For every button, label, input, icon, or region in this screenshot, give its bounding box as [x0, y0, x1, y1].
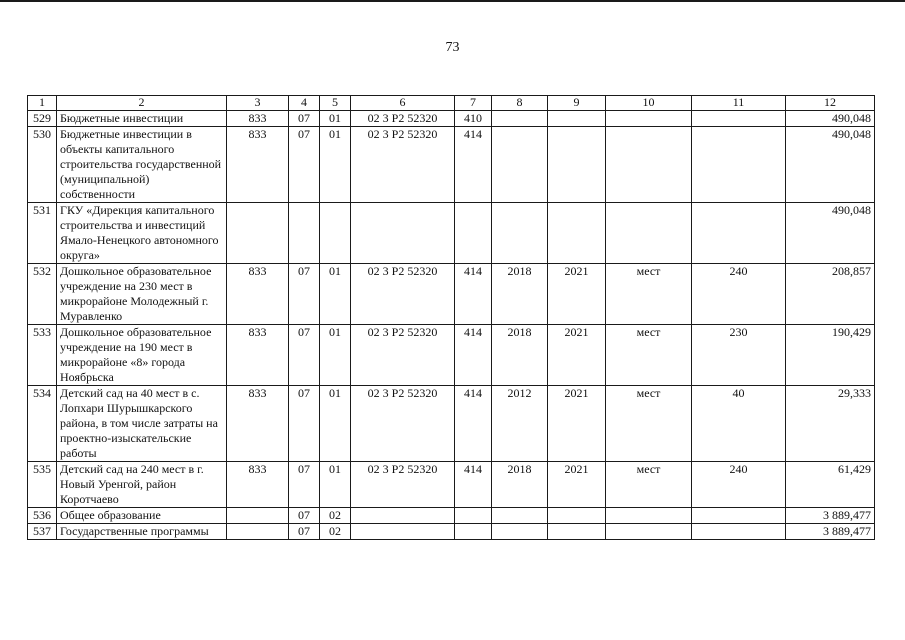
top-rule — [0, 0, 905, 2]
row-name: Общее образование — [57, 508, 227, 524]
cell-col6: 02 3 P2 52320 — [351, 111, 455, 127]
row-name: Бюджетные инвестиции в объекты капитального строительства государственной (муниципальной) собственности — [57, 127, 227, 203]
row-name: ГКУ «Дирекция капитального строительства и инвестиций Ямало-Ненецкого автономного округа» — [57, 203, 227, 264]
row-number: 537 — [28, 524, 57, 540]
cell-col4: 07 — [289, 524, 320, 540]
cell-col7: 414 — [455, 462, 492, 508]
row-name: Государственные программы — [57, 524, 227, 540]
cell-col10 — [606, 508, 692, 524]
cell-col11: 40 — [692, 386, 786, 462]
row-number: 534 — [28, 386, 57, 462]
column-header: 10 — [606, 96, 692, 111]
cell-col10 — [606, 524, 692, 540]
cell-col6 — [351, 203, 455, 264]
cell-col12: 3 889,477 — [786, 524, 875, 540]
cell-col11: 230 — [692, 325, 786, 386]
table-row — [28, 127, 875, 203]
column-header: 6 — [351, 96, 455, 111]
cell-col3: 833 — [227, 325, 289, 386]
cell-col7: 414 — [455, 386, 492, 462]
column-header: 2 — [57, 96, 227, 111]
cell-col5: 01 — [320, 264, 351, 325]
cell-col5: 01 — [320, 462, 351, 508]
cell-col9: 2021 — [548, 386, 606, 462]
cell-col10 — [606, 203, 692, 264]
row-number: 531 — [28, 203, 57, 264]
cell-col8 — [492, 127, 548, 203]
cell-col9 — [548, 508, 606, 524]
cell-col3: 833 — [227, 111, 289, 127]
cell-col8: 2018 — [492, 325, 548, 386]
cell-col5 — [320, 203, 351, 264]
row-number: 536 — [28, 508, 57, 524]
cell-col4: 07 — [289, 264, 320, 325]
cell-col4 — [289, 203, 320, 264]
cell-col8: 2018 — [492, 462, 548, 508]
cell-col3: 833 — [227, 264, 289, 325]
cell-col8 — [492, 508, 548, 524]
cell-col6: 02 3 P2 52320 — [351, 127, 455, 203]
cell-col8: 2012 — [492, 386, 548, 462]
cell-col12: 190,429 — [786, 325, 875, 386]
cell-col3: 833 — [227, 127, 289, 203]
cell-col9: 2021 — [548, 325, 606, 386]
row-name: Бюджетные инвестиции — [57, 111, 227, 127]
cell-col5: 02 — [320, 524, 351, 540]
row-number: 533 — [28, 325, 57, 386]
cell-col5: 01 — [320, 111, 351, 127]
cell-col7: 410 — [455, 111, 492, 127]
cell-col3: 833 — [227, 386, 289, 462]
table-row — [28, 203, 875, 264]
table-row — [28, 524, 875, 540]
cell-col12: 490,048 — [786, 203, 875, 264]
row-name: Детский сад на 40 мест в с. Лопхари Шурышкарского района, в том числе затраты на проектно-изыскательские работы — [57, 386, 227, 462]
table-row — [28, 508, 875, 524]
column-header: 7 — [455, 96, 492, 111]
cell-col7: 414 — [455, 127, 492, 203]
cell-col5: 01 — [320, 127, 351, 203]
cell-col11 — [692, 524, 786, 540]
cell-col4: 07 — [289, 462, 320, 508]
header-row — [28, 96, 875, 111]
table-row — [28, 264, 875, 325]
column-header: 9 — [548, 96, 606, 111]
cell-col6 — [351, 508, 455, 524]
cell-col9 — [548, 203, 606, 264]
cell-col12: 208,857 — [786, 264, 875, 325]
cell-col6: 02 3 P2 52320 — [351, 264, 455, 325]
cell-col4: 07 — [289, 111, 320, 127]
cell-col10: мест — [606, 264, 692, 325]
column-header: 12 — [786, 96, 875, 111]
table-row — [28, 325, 875, 386]
cell-col10 — [606, 127, 692, 203]
cell-col10: мест — [606, 325, 692, 386]
table-row — [28, 111, 875, 127]
column-header: 11 — [692, 96, 786, 111]
cell-col11 — [692, 508, 786, 524]
cell-col7 — [455, 203, 492, 264]
cell-col12: 3 889,477 — [786, 508, 875, 524]
row-name: Детский сад на 240 мест в г. Новый Уренгой, район Коротчаево — [57, 462, 227, 508]
column-header: 4 — [289, 96, 320, 111]
cell-col9: 2021 — [548, 462, 606, 508]
table-row — [28, 386, 875, 462]
cell-col11: 240 — [692, 462, 786, 508]
cell-col12: 490,048 — [786, 127, 875, 203]
cell-col4: 07 — [289, 386, 320, 462]
column-header: 1 — [28, 96, 57, 111]
cell-col6: 02 3 P2 52320 — [351, 386, 455, 462]
cell-col7: 414 — [455, 264, 492, 325]
column-header: 3 — [227, 96, 289, 111]
cell-col5: 01 — [320, 325, 351, 386]
row-name: Дошкольное образовательное учреждение на 190 мест в микрорайоне «8» города Ноябрьска — [57, 325, 227, 386]
cell-col11 — [692, 203, 786, 264]
column-header: 8 — [492, 96, 548, 111]
cell-col9 — [548, 524, 606, 540]
cell-col3: 833 — [227, 462, 289, 508]
cell-col3 — [227, 203, 289, 264]
budget-table — [27, 95, 875, 540]
cell-col4: 07 — [289, 325, 320, 386]
cell-col6: 02 3 P2 52320 — [351, 325, 455, 386]
cell-col11 — [692, 111, 786, 127]
table-row — [28, 462, 875, 508]
cell-col4: 07 — [289, 508, 320, 524]
row-number: 532 — [28, 264, 57, 325]
cell-col3 — [227, 508, 289, 524]
cell-col11: 240 — [692, 264, 786, 325]
cell-col8 — [492, 524, 548, 540]
page-number: 73 — [445, 40, 460, 55]
row-number: 529 — [28, 111, 57, 127]
cell-col10 — [606, 111, 692, 127]
cell-col4: 07 — [289, 127, 320, 203]
cell-col3 — [227, 524, 289, 540]
row-number: 530 — [28, 127, 57, 203]
cell-col9 — [548, 127, 606, 203]
cell-col10: мест — [606, 462, 692, 508]
cell-col8 — [492, 203, 548, 264]
column-header: 5 — [320, 96, 351, 111]
cell-col11 — [692, 127, 786, 203]
cell-col5: 01 — [320, 386, 351, 462]
cell-col8: 2018 — [492, 264, 548, 325]
cell-col7 — [455, 524, 492, 540]
row-name: Дошкольное образовательное учреждение на 230 мест в микрорайоне Молодежный г. Муравленко — [57, 264, 227, 325]
cell-col7 — [455, 508, 492, 524]
cell-col12: 61,429 — [786, 462, 875, 508]
cell-col12: 29,333 — [786, 386, 875, 462]
row-number: 535 — [28, 462, 57, 508]
cell-col9 — [548, 111, 606, 127]
cell-col6: 02 3 P2 52320 — [351, 462, 455, 508]
cell-col10: мест — [606, 386, 692, 462]
cell-col6 — [351, 524, 455, 540]
cell-col12: 490,048 — [786, 111, 875, 127]
cell-col9: 2021 — [548, 264, 606, 325]
cell-col7: 414 — [455, 325, 492, 386]
cell-col8 — [492, 111, 548, 127]
cell-col5: 02 — [320, 508, 351, 524]
